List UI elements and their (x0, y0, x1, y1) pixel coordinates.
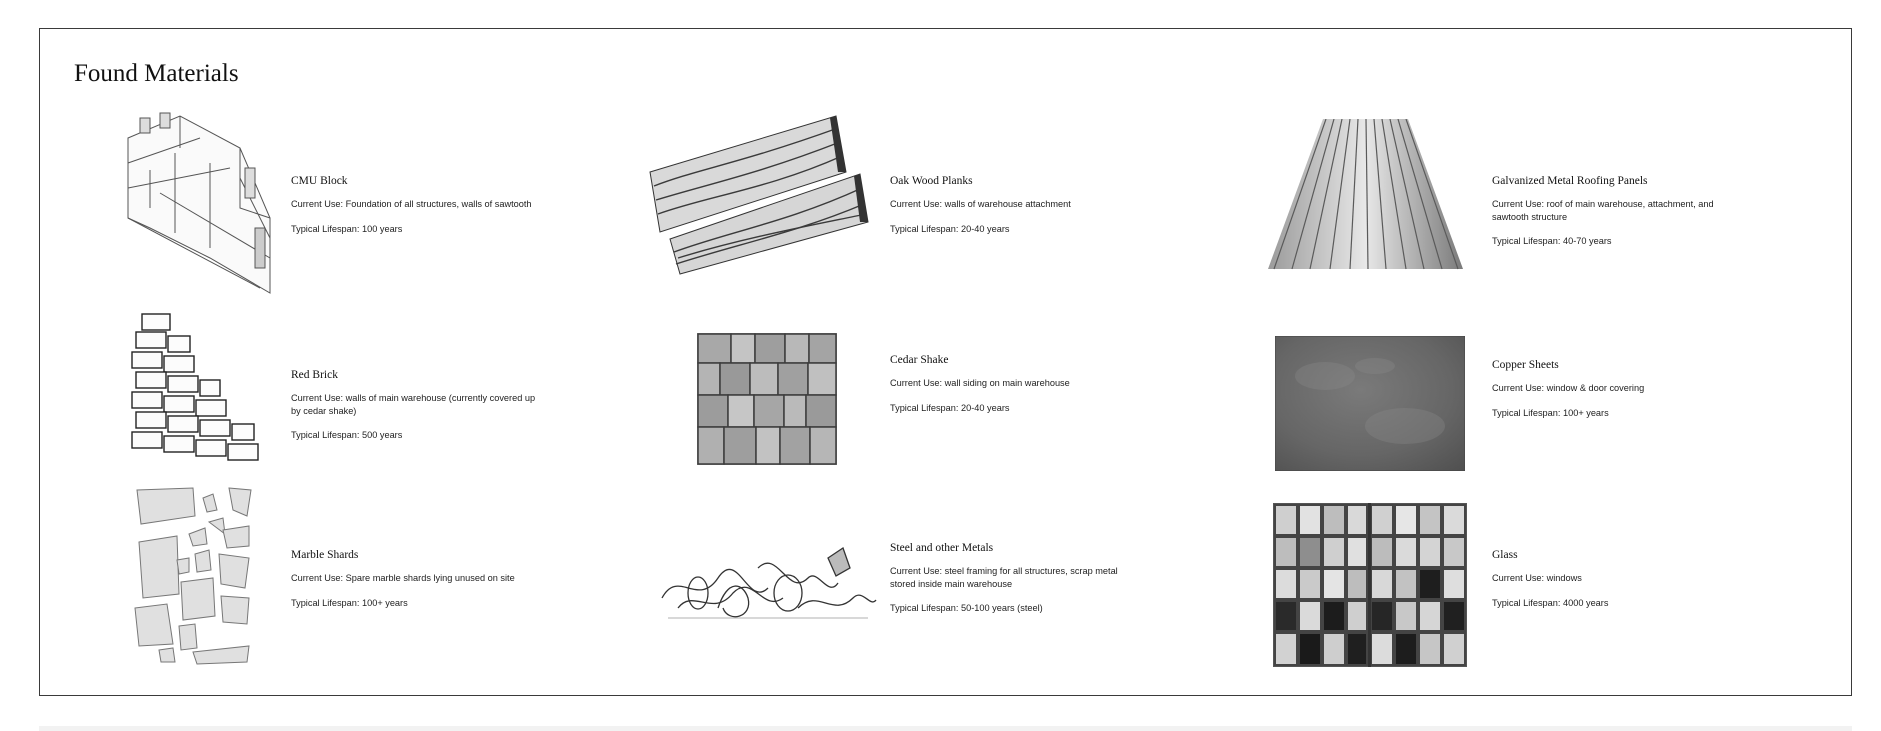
material-use: Current Use: walls of warehouse attachment (890, 199, 1071, 209)
scrap-metal-image (658, 538, 878, 626)
page-title: Found Materials (74, 60, 239, 87)
material-use: Current Use: roof of main warehouse, attachment, and sawtooth structure (1492, 199, 1714, 222)
material-cmu-block (291, 175, 541, 247)
material-copper-sheets (1492, 359, 1742, 431)
material-name: Oak Wood Planks (890, 175, 973, 187)
material-lifespan: Typical Lifespan: 100+ years (291, 597, 408, 608)
material-name: Glass (1492, 549, 1518, 561)
copper-sheet-image (1275, 336, 1465, 471)
material-lifespan: Typical Lifespan: 4000 years (1492, 597, 1609, 608)
material-lifespan: Typical Lifespan: 100 years (291, 223, 403, 234)
red-brick-image (122, 306, 268, 466)
material-use: Current Use: steel framing for all structures, scrap metal stored inside main warehouse (890, 566, 1118, 589)
material-lifespan: Typical Lifespan: 40-70 years (1492, 236, 1612, 246)
bottom-strip (39, 726, 1852, 731)
material-use: Current Use: Foundation of all structures, walls of sawtooth (291, 199, 532, 209)
cmu-block-image (120, 108, 275, 296)
material-steel-metals (890, 542, 1140, 627)
material-name: Galvanized Metal Roofing Panels (1492, 175, 1648, 187)
material-use: Current Use: Spare marble shards lying unused on site (291, 573, 515, 583)
material-red-brick (291, 369, 541, 454)
material-lifespan: Typical Lifespan: 100+ years (1492, 407, 1609, 418)
material-lifespan: Typical Lifespan: 50-100 years (steel) (890, 603, 1043, 613)
material-glass (1492, 549, 1742, 621)
material-oak-planks (890, 175, 1140, 247)
material-cedar-shake (890, 354, 1140, 426)
material-name: CMU Block (291, 175, 348, 187)
material-name: Steel and other Metals (890, 542, 994, 554)
material-use: Current Use: windows (1492, 573, 1582, 583)
material-lifespan: Typical Lifespan: 20-40 years (890, 223, 1010, 234)
material-marble-shards (291, 549, 541, 621)
oak-planks-image (648, 114, 878, 279)
material-lifespan: Typical Lifespan: 500 years (291, 430, 403, 440)
roofing-panel-image (1268, 119, 1463, 271)
material-name: Red Brick (291, 369, 338, 381)
material-use: Current Use: window & door covering (1492, 383, 1645, 393)
cedar-shake-image (697, 333, 837, 465)
material-name: Copper Sheets (1492, 359, 1559, 371)
material-use: Current Use: walls of main warehouse (currently covered up by cedar shake) (291, 393, 536, 416)
marble-shards-image (133, 486, 253, 666)
material-lifespan: Typical Lifespan: 20-40 years (890, 402, 1010, 413)
material-galvanized-roofing (1492, 175, 1742, 260)
material-name: Cedar Shake (890, 354, 949, 366)
material-name: Marble Shards (291, 549, 359, 561)
glass-window-image (1273, 503, 1467, 667)
material-use: Current Use: wall siding on main warehouse (890, 378, 1070, 388)
